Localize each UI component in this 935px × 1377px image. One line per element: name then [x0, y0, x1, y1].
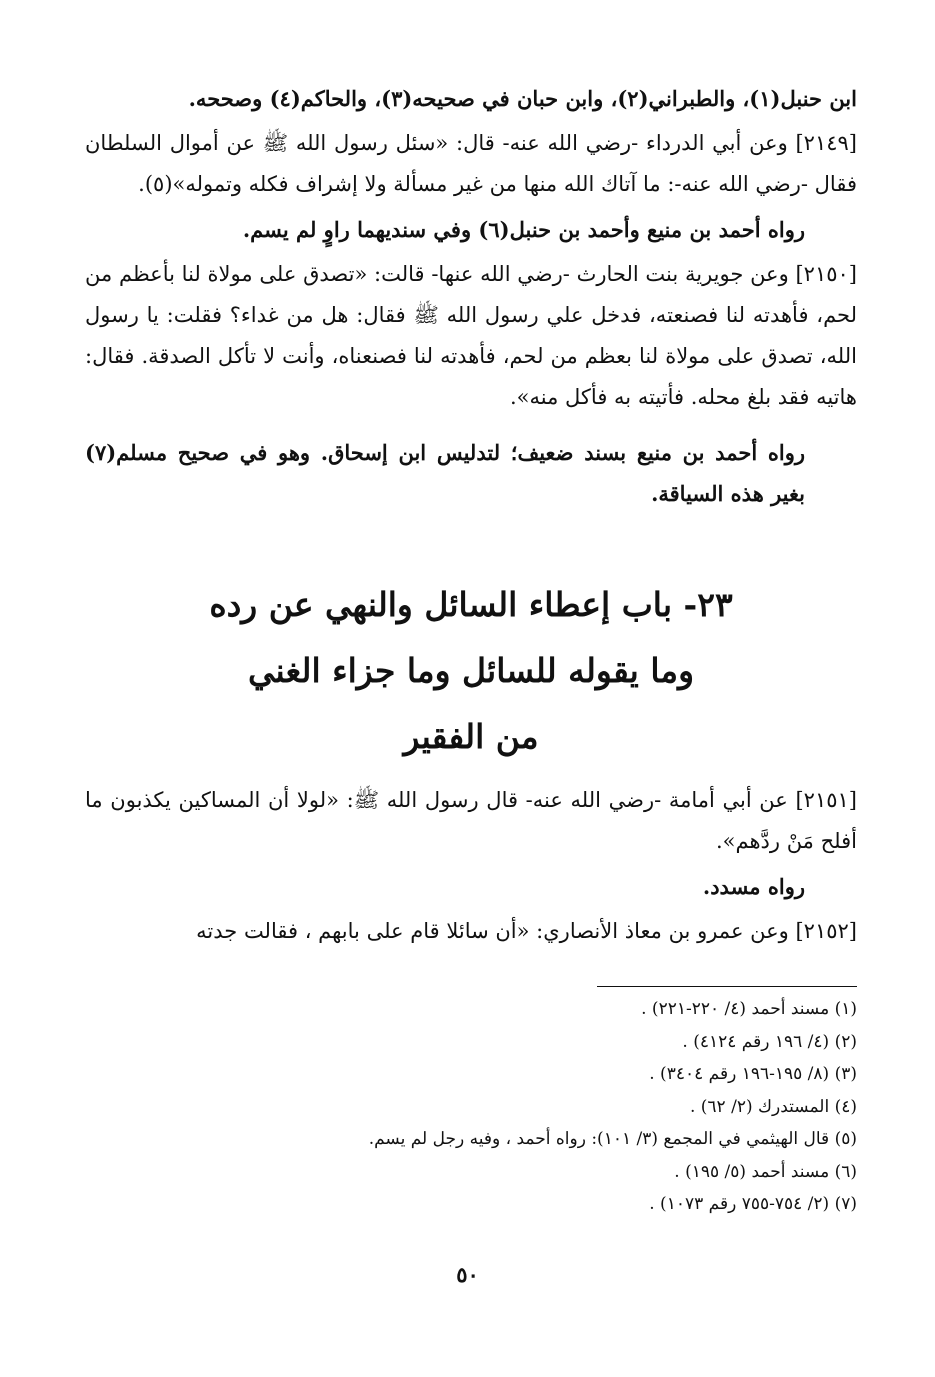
- paragraph-continuation: ابن حنبل(١)، والطبراني(٢)، وابن حبان في صحيحه(٣)، والحاكم(٤) وصححه.: [188, 86, 857, 111]
- footnote-2: (٢) (٤/ ١٩٦ رقم ٤١٢٤) .: [682, 1031, 857, 1052]
- footnote-1: (١) مسند أحمد (٤/ ٢٢٠-٢٢١) .: [641, 999, 857, 1019]
- footnote-4: (٤) المستدرك (٢/ ٦٢) .: [689, 1096, 857, 1117]
- hadith-2149: [٢١٤٩] وعن أبي الدرداء -رضي الله عنه- قال: «سئل رسول الله ﷺ عن أموال السلطان فقال -رضي الله عنه-: ما آتاك الله منها من غير مسألة ولا إشراف فكله وتموله»(٥).: [85, 131, 857, 196]
- footnote-5: (٥) قال الهيثمي في المجمع (٣/ ١٠١): رواه أحمد ، وفيه رجل لم يسم.: [368, 1129, 857, 1149]
- narration-note-2151: رواه مسدد.: [702, 874, 805, 899]
- footnote-7: (٧) (٢/ ٧٥٤-٧٥٥ رقم ١٠٧٣) .: [649, 1194, 857, 1214]
- chapter-heading-line-1: ٢٣- باب إعطاء السائل والنهي عن رده: [209, 585, 733, 624]
- hadith-2151: [٢١٥١] عن أبي أمامة -رضي الله عنه- قال رسول الله ﷺ: «لولا أن المساكين يكذبون ما أفلح مَنْ ردَّهم».: [85, 788, 857, 853]
- narration-note-2150: رواه أحمد بن منيع بسند ضعيف؛ لتدليس ابن إسحاق. وهو في صحيح مسلم(٧) بغير هذه السياقة.: [85, 440, 805, 506]
- footnotes-list: [85, 993, 857, 1221]
- chapter-heading: [85, 572, 857, 770]
- page-number: ٥٠: [456, 1262, 479, 1287]
- hadith-2150: [٢١٥٠] وعن جويرية بنت الحارث -رضي الله عنها- قالت: «تصدق على مولاة لنا بأعظم من لحم، فأهدته لنا فصنعته، فدخل علي رسول الله ﷺ فقال: هل من غداء؟ فقلت: يا رسول الله، تصدق على مولاة لنا بعظم من لحم، فأهدته لنا فصنعناه، وأنت لا تأكل الصدقة. فقال: هاتيه فقد بلغ محله. فأتيته به فأكل منه».: [85, 262, 857, 409]
- footnote-6: (٦) مسند أحمد (٥/ ١٩٥) .: [674, 1161, 857, 1182]
- chapter-heading-line-3: من الفقير: [403, 717, 539, 756]
- footnote-divider: [597, 986, 857, 987]
- chapter-heading-line-2: وما يقوله للسائل وما جزاء الغني: [248, 651, 694, 690]
- document-page: [85, 78, 857, 1377]
- hadith-2152: [٢١٥٢] وعن عمرو بن معاذ الأنصاري: «أن سائلا قام على بابهم ، فقالت جدته: [196, 919, 857, 943]
- narration-note-2149: رواه أحمد بن منيع وأحمد بن حنبل(٦) وفي سنديهما راوٍ لم يسم.: [242, 217, 805, 242]
- footnote-3: (٣) (٨/ ١٩٥-١٩٦ رقم ٣٤٠٤) .: [649, 1064, 857, 1084]
